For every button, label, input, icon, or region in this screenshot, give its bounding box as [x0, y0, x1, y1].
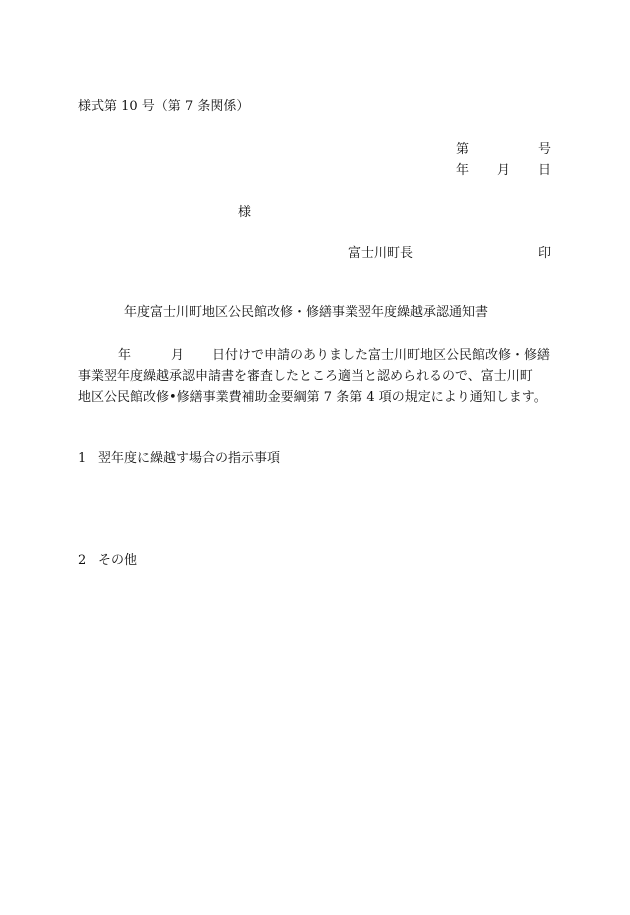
body-line-3: 地区公民館改修•修繕事業費補助金要綱第 7 条第 4 項の規定により通知します。 — [78, 390, 547, 405]
seal-mark: 印 — [538, 246, 552, 261]
body-date-year: 年 — [118, 348, 132, 363]
document-number-prefix: 第 — [456, 142, 470, 157]
form-number: 様式第 10 号（第 7 条関係） — [78, 99, 250, 114]
section-2-number: 2 — [78, 553, 87, 568]
document-title: 年度富士川町地区公民館改修・修繕事業翌年度繰越承認通知書 — [124, 305, 489, 320]
date-day-label: 日 — [538, 163, 552, 178]
section-1-heading — [78, 451, 280, 467]
section-1-label: 翌年度に繰越す場合の指示事項 — [98, 451, 281, 466]
body-date-month: 月 — [171, 348, 185, 363]
section-2-heading — [78, 553, 137, 569]
body-line-2: 事業翌年度繰越承認申請書を審査したところ適当と認められるので、富士川町 — [78, 369, 533, 384]
section-1-number: 1 — [78, 451, 87, 466]
date-month-label: 月 — [497, 163, 511, 178]
date-year-label: 年 — [456, 163, 470, 178]
issuer-name: 富士川町長 — [348, 246, 414, 261]
body-line-1 — [78, 348, 550, 364]
body-line-1-text: 日付けで申請のありました富士川町地区公民館改修・修繕 — [212, 348, 551, 363]
addressee-honorific: 様 — [238, 205, 252, 220]
document-number-suffix: 号 — [538, 142, 552, 157]
section-2-label: その他 — [98, 553, 138, 568]
